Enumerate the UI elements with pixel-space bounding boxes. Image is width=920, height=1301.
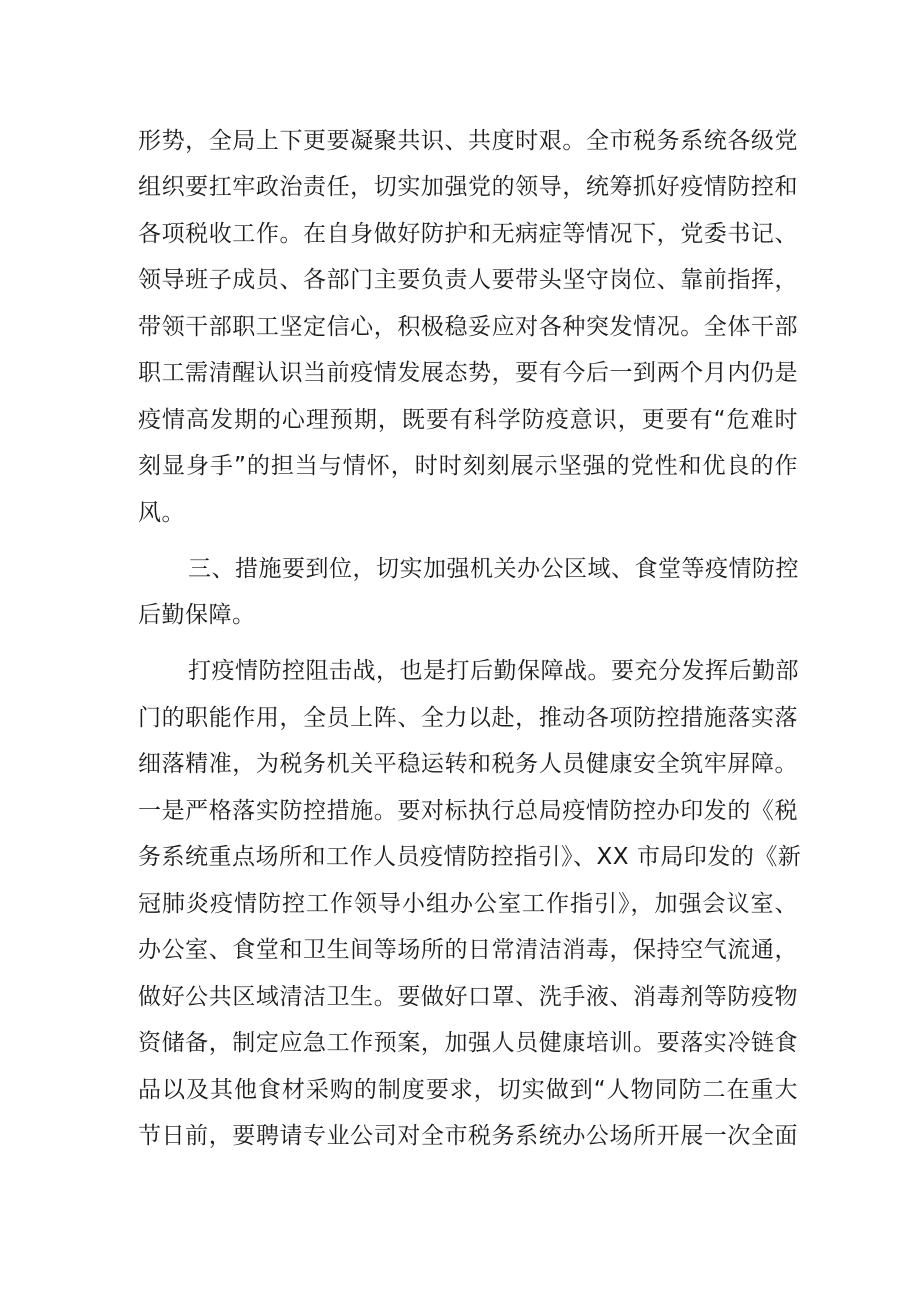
text-line: 组织要扛牢政治责任，切实加强党的领导，统筹抓好疫情防控和 (138, 174, 798, 200)
text-line: 门的职能作用，全员上阵、全力以赴，推动各项防控措施落实落 (138, 705, 798, 731)
text-line: 风。 (138, 500, 185, 526)
text-line: 疫情高发期的心理预期，既要有科学防疫意识，更要有“危难时 (138, 407, 798, 433)
text-line: 职工需清醒认识当前疫情发展态势，要有今后一到两个月内仍是 (138, 360, 798, 386)
text-line: 带领干部职工坚定信心，积极稳妥应对各种突发情况。全体干部 (138, 314, 798, 340)
text-line: 细落精准，为税务机关平稳运转和税务人员健康安全筑牢屏障。 (138, 751, 798, 777)
text-line: 打疫情防控阻击战，也是打后勤保障战。要充分发挥后勤部 (188, 658, 799, 684)
text-line: 做好公共区域清洁卫生。要做好口罩、洗手液、消毒剂等防疫物 (138, 984, 798, 1010)
text-line: 办公室、食堂和卫生间等场所的日常清洁消毒，保持空气流通， (138, 937, 798, 963)
text-line: 刻显身手”的担当与情怀，时时刻刻展示坚强的党性和优良的作 (138, 453, 798, 479)
text-line: 品以及其他食材采购的制度要求，切实做到“人物同防二在重大 (138, 1077, 798, 1103)
section-heading-line: 后勤保障。 (138, 602, 256, 628)
section-heading-line: 三、措施要到位，切实加强机关办公区域、食堂等疫情防控 (188, 556, 799, 582)
text-line: 形势，全局上下更要凝聚共识、共度时艰。全市税务系统各级党 (138, 128, 798, 154)
text-line: 各项税收工作。在自身做好防护和无病症等情况下，党委书记、 (138, 221, 798, 247)
text-line: 务系统重点场所和工作人员疫情防控指引》、XX 市局印发的《新 (138, 844, 802, 870)
text-line: 领导班子成员、各部门主要负责人要带头坚守岗位、靠前指挥， (138, 267, 798, 293)
text-line: 资储备，制定应急工作预案，加强人员健康培训。要落实冷链食 (138, 1030, 798, 1056)
text-line: 冠肺炎疫情防控工作领导小组办公室工作指引》，加强会议室、 (138, 891, 798, 917)
text-line: 一是严格落实防控措施。要对标执行总局疫情防控办印发的《税 (138, 798, 798, 824)
text-line: 节日前，要聘请专业公司对全市税务系统办公场所开展一次全面 (138, 1123, 798, 1149)
